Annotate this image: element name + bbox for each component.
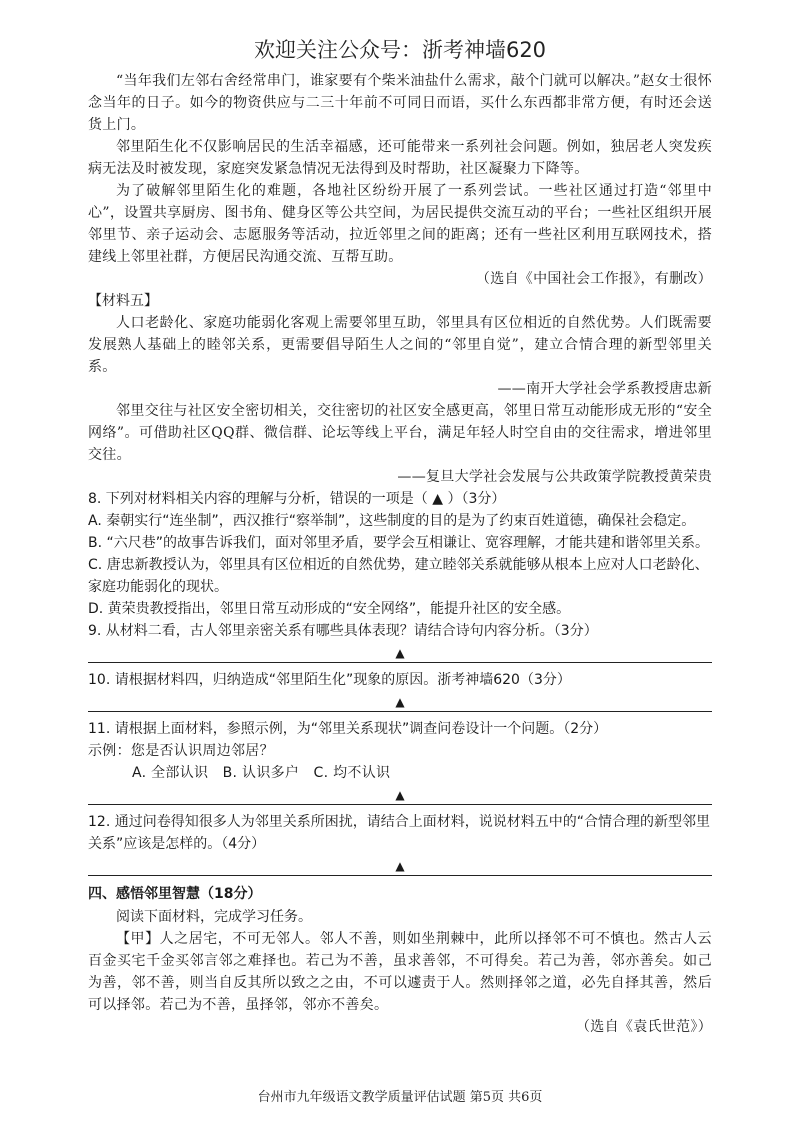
material5-paragraph-2: 邻里交往与社区安全密切相关，交往密切的社区安全感更高，邻里日常互动能形成无形的“安全网络”。可借助社区QQ群、微信群、论坛等线上平台，满足年轻人时空自由的交往需求，增进邻里交往。 [88,403,712,463]
material4-paragraph-3: 为了破解邻里陌生化的难题，各地社区纷纷开展了一系列尝试。一些社区通过打造“邻里中心”，设置共享厨房、图书角、健身区等公共空间，为居民提供交流互动的平台；一些社区组织开展邻里节、亲子运动会、志愿服务等活动，拉近邻里之间的距离；还有一些社区利用互联网技术，搭建线上邻里社群，方便居民沟通交流、互帮互助。 [88,183,712,265]
material5-label: 【材料五】 [88,293,158,309]
question-11-example-options: A. 全部认识 B. 认识多户 C. 均不认识 [132,765,391,781]
question-8-option-c: C. 唐忠新教授认为，邻里具有区位相近的自然优势，建立睦邻关系就能够从根本上应对人口老龄化、家庭功能弱化的现状。 [88,557,709,595]
question-11-stem: 11. 请根据上面材料，参照示例，为“邻里关系现状”调查问卷设计一个问题。（2分） [88,721,608,737]
page-header: 欢迎关注公众号：浙考神墙620 [253,38,547,62]
question-9-stem: 9. 从材料二看，古人邻里亲密关系有哪些具体表现？请结合诗句内容分析。（3分） [88,623,598,639]
answer-line [88,662,712,663]
material5-attribution-2: ——复旦大学社会发展与公共政策学院教授黄荣贵 [397,469,712,485]
question-10-stem: 10. 请根据材料四，归纳造成“邻里陌生化”现象的原因。浙考神墙620（3分） [88,672,571,688]
material5-paragraph-1: 人口老龄化、家庭功能弱化客观上需要邻里互助，邻里具有区位相近的自然优势。人们既需要发展熟人基础上的睦邻关系，更需要倡导陌生人之间的“邻里自觉”，建立合情合理的新型邻里关系。 [88,315,712,375]
section-4-intro: 阅读下面材料，完成学习任务。 [116,909,312,925]
section-4-passage-jia: 【甲】人之居宅，不可无邻人。邻人不善，则如坐荆棘中，此所以择邻不可不慎也。然古人云百金买宅千金买邻言邻之难择也。若己为不善，虽求善邻，不可得矣。若己为善，邻亦善矣。如己为善，邻不善，则当自反其所以致之之由，不可以遽责于人。然则择邻之道，必先自择其善，然后可以择邻。若己为不善，虽择邻，邻亦不善矣。 [88,931,712,1013]
question-8-option-b: B. “六尺巷”的故事告诉我们，面对邻里矛盾，要学会互相谦让、宽容理解，才能共建和谐邻里关系。 [88,535,710,551]
answer-line [88,875,712,876]
page-content [88,70,712,1038]
section-4-title: 四、感悟邻里智慧（18分） [88,886,262,902]
page-footer: 台州市九年级语文教学质量评估试题 第5页 共6页 [257,1090,543,1105]
answer-triangle-icon: ▲ [395,859,405,873]
question-11-example: 示例：您是否认识周边邻居？ [88,743,274,759]
question-12-stem: 12. 通过问卷得知很多人为邻里关系所困扰，请结合上面材料，说说材料五中的“合情合理的新型邻里关系”应该是怎样的。（4分） [88,814,710,852]
material4-paragraph-1: “当年我们左邻右舍经常串门，谁家要有个柴米油盐什么需求，敲个门就可以解决。”赵女士很怀念当年的日子。如今的物资供应与二三十年前不可同日而语，买什么东西都非常方便，有时还会送货上门。 [88,73,712,133]
answer-line [88,804,712,805]
material4-source: （选自《中国社会工作报》，有删改） [475,271,712,287]
section-4-source: （选自《袁氏世范》） [576,1019,712,1035]
question-8-option-a: A. 秦朝实行“连坐制”，西汉推行“察举制”，这些制度的目的是为了约束百姓道德，确保社会稳定。 [88,513,696,529]
answer-line [88,711,712,712]
material4-paragraph-2: 邻里陌生化不仅影响居民的生活幸福感，还可能带来一系列社会问题。例如，独居老人突发疾病无法及时被发现，家庭突发紧急情况无法得到及时帮助，社区凝聚力下降等。 [88,139,712,177]
material5-attribution-1: ——南开大学社会学系教授唐忠新 [497,381,712,397]
question-8-stem: 8. 下列对材料相关内容的理解与分析，错误的一项是（ ▲ ）（3分） [88,491,506,507]
question-8-option-d: D. 黄荣贵教授指出，邻里日常互动形成的“安全网络”，能提升社区的安全感。 [88,601,571,617]
answer-triangle-icon: ▲ [395,646,405,660]
answer-triangle-icon: ▲ [395,788,405,802]
answer-triangle-icon: ▲ [395,695,405,709]
